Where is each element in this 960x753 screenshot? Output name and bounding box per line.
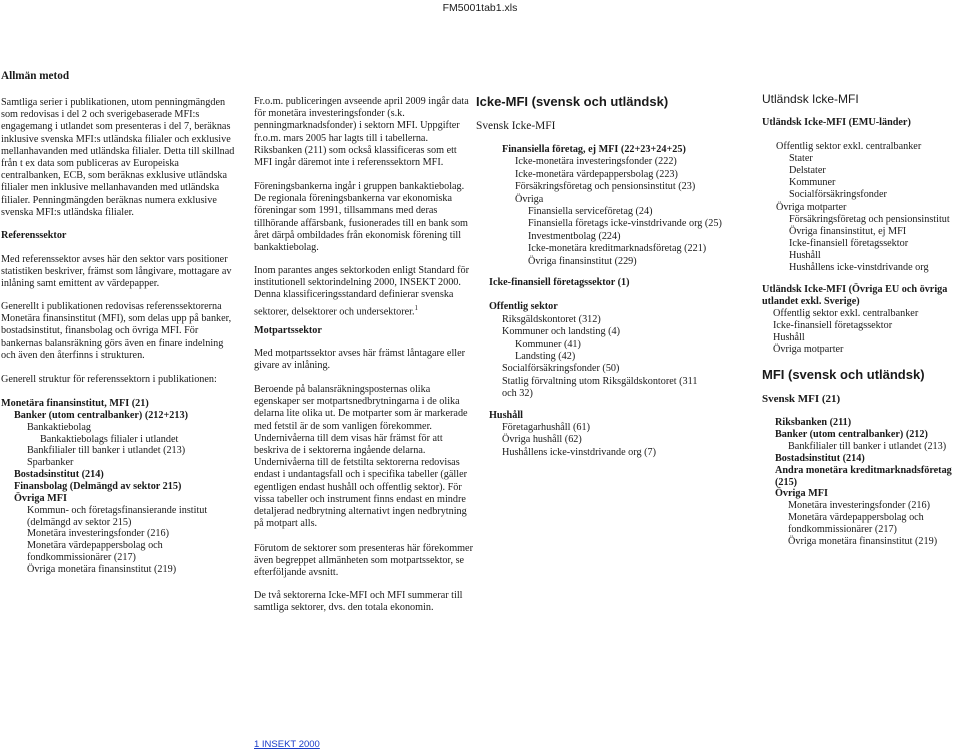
- heading-foreign-non-mfi: Utländsk Icke-MFI: [762, 92, 859, 106]
- list-item: Icke-finansiell företagssektor: [773, 320, 893, 331]
- list-item: Hushållens icke-vinstdrivande org (7): [502, 446, 657, 458]
- ref-paragraph-3: Generell struktur för referenssektorn i publikationen:: [1, 374, 217, 385]
- heading-mfi: MFI (svensk och utländsk): [762, 367, 925, 382]
- allmanheten-paragraph: Förutom de sektorer som presenteras här förekommer även begreppet allmänheten som motpartssektor, se efterföljande avsnitt.: [254, 543, 473, 579]
- list-item: Kommuner och landsting (4): [502, 326, 620, 338]
- non-financial-sector: Icke-finansiell företagssektor (1): [489, 277, 630, 288]
- list-item: Företagarhushåll (61): [502, 422, 590, 433]
- sum-paragraph: De två sektorerna Icke-MFI och MFI summerar till samtliga sektorer, dvs. den totala ekonomin.: [254, 590, 463, 614]
- list-item: Övriga monetära finansinstitut (219): [788, 536, 938, 547]
- list-item: Övriga monetära finansinstitut (219): [27, 563, 177, 575]
- insekt-paragraph: Inom parantes anges sektorkoden enligt Standard för institutionell sektorindelning 2000, INSEKT 2000. Denna klassificeringsstandard definierar svenska sektorer, delsektorer och undersektorer.$^1$: [254, 265, 470, 317]
- footnote-link[interactable]: 1 INSEKT 2000: [254, 739, 320, 750]
- heading-non-mfi: Icke-MFI (svensk och utländsk): [476, 94, 669, 109]
- mfi-paragraph: Fr.o.m. publiceringen avseende april 2009 ingår data för monetära investeringsfonder (s.k. penningmarknadsfonder) i sektorn MFI. Uppgifter fr.o.m. mars 2005 har lagts till i tabellerna. Riksbanken (211) som också klassificeras som ett MFI ingår däremot inte i referenssektorn MFI.: [254, 96, 469, 169]
- list-item: Icke-monetära värdepappersbolag (223): [515, 168, 678, 180]
- counterparty-paragraph: Med motpartssektor avses här främst låntagare eller givare av inlåning.: [254, 348, 466, 372]
- list-item: Monetära investeringsfonder (216): [27, 528, 170, 540]
- balance-paragraph: Beroende på balansräkningsposternas olika egenskaper ser motpartsnedbrytningarna i de olika delarna lite olika ut. De motparter som är markerade med fetstil är de som vanligen förekommer. Undernivåerna till dem visas här främst för att beskriva de i sektorerna ingående delarna. Undernivåerna till de fetstilta sektorerna redovisas endast i undantagsfall och i specifika tabeller (gäller egentligen endast hushåll och offentlig sektor). För vissa tabeller och instrument finns endast en mindre detaljerad nedbrytning alternativt ingen nedbrytning på motpart alls.: [254, 384, 468, 530]
- list-item: Offentlig sektor exkl. centralbanker: [776, 141, 922, 152]
- file-title: FM5001tab1.xls: [442, 2, 518, 14]
- list-item: Övriga MFI: [775, 488, 828, 500]
- list-item: Bostadsinstitut (214): [775, 452, 865, 464]
- list-item: (delmängd av sektor 215): [27, 516, 132, 528]
- subheading-swedish-non-mfi: Svensk Icke-MFI: [476, 120, 556, 132]
- list-item: Kommun- och företagsfinansierande institut: [27, 504, 208, 516]
- list-item: Övriga finansinstitut, ej MFI: [789, 225, 907, 237]
- list-item: Bankfilialer till banker i utlandet (213): [27, 445, 186, 457]
- list-item: Socialförsäkringsfonder (50): [502, 363, 620, 375]
- list-item: Bostadsinstitut (214): [14, 469, 104, 481]
- list-item: Andra monetära kreditmarknadsföretag: [775, 464, 952, 476]
- list-item: fondkommissionärer (217): [27, 552, 136, 564]
- footnote-ref: 1: [414, 303, 419, 312]
- list-item: Investmentbolag (224): [528, 230, 621, 242]
- list-item: Försäkringsföretag och pensionsinstitut (23): [515, 181, 696, 193]
- list-item: Övriga finansinstitut (229): [528, 255, 637, 267]
- list-item: Banker (utom centralbanker) (212+213): [14, 409, 188, 421]
- list-item: (215): [775, 476, 798, 488]
- ref-paragraph-1: Med referenssektor avses här den sektor vars positioner statistiken beskriver, främst som långivare, mottagare av inlåning samt emittent av värdepapper.: [1, 254, 232, 290]
- list-item: Icke-monetära kreditmarknadsföretag (221): [528, 243, 707, 255]
- list-item: Socialförsäkringsfonder: [789, 189, 887, 201]
- list-item: Icke-monetära investeringsfonder (222): [515, 156, 677, 168]
- list-item: Riksgäldskontoret (312): [502, 314, 601, 325]
- list-item: Sparbanker: [27, 457, 74, 469]
- ref-paragraph-2: Generellt i publikationen redovisas referenssektorerna Monetära finansinstitut (MFI), som delas upp på banker, bostadsinstitut, finansbolag och övriga MFI. För bankernas balansräkning görs även en finare indelning och även den återfinns i strukturen.: [1, 301, 232, 361]
- list-item: Riksbanken (211): [775, 417, 852, 428]
- list-item: Hushåll: [789, 249, 821, 261]
- list-item: Övriga hushåll (62): [502, 434, 582, 446]
- list-item: Statlig förvaltning utom Riksgäldskontoret (311: [502, 375, 698, 387]
- list-item: Delstater: [789, 165, 826, 177]
- list-item: Monetära finansinstitut, MFI (21): [1, 398, 149, 409]
- list-item: Övriga MFI: [14, 492, 67, 504]
- list-item: Bankaktiebolag: [27, 421, 91, 433]
- foreningsbank-paragraph: Föreningsbankerna ingår i gruppen bankaktiebolag. De regionala föreningsbankerna var ekonomiska föreningar som 1991, tillsammans med deras tillhörande affärsbank, fusionerades till en bank som året därpå ombildades från ekonomisk förening till bankaktiebolag.: [254, 181, 468, 254]
- list-item: Finansiella företag, ej MFI (22+23+24+25): [502, 144, 686, 155]
- list-item: Bankfilialer till banker i utlandet (213): [788, 440, 947, 452]
- list-item: och 32): [502, 387, 533, 399]
- list-item: Offentlig sektor exkl. centralbanker: [773, 308, 919, 319]
- list-item: Kommuner: [789, 177, 836, 189]
- list-item: Övriga motparter: [773, 344, 844, 355]
- list-item: Hushåll: [773, 332, 805, 343]
- list-item: Monetära värdepappersbolag och: [27, 540, 163, 552]
- heading-general-method: Allmän metod: [1, 70, 70, 82]
- list-item: Landsting (42): [515, 350, 576, 362]
- heading-counterparty-sector: Motpartssektor: [254, 325, 322, 336]
- list-item: Övriga motparter: [776, 201, 847, 213]
- heading-other-eu: Utländsk Icke-MFI (Övriga EU och övriga utlandet exkl. Sverige): [762, 284, 948, 308]
- list-item: Övriga: [515, 193, 544, 205]
- list-item: Bankaktiebolags filialer i utlandet: [40, 433, 179, 445]
- intro-paragraph: Samtliga serier i publikationen, utom penningmängden som redovisas i del 2 och sverigebaserade MFI:s engagemang i utlandet som presenteras i del 7, beräknas inklusive svenska MFI:s utländska filialer och exklusive mellanhavanden med utländska filialer. Detta till skillnad från t ex data som publiceras av Europeiska centralbanken, ECB, som beräknas exklusive utländska filialer men inklusive mellanhavanden med utländska filialer. Penningmängden beräknas numera exklusive svenska MFI:s utländska filialer.: [1, 97, 235, 218]
- heading-households: Hushåll: [489, 410, 523, 421]
- heading-reference-sector: Referenssektor: [1, 230, 67, 241]
- list-item: Icke-finansiell företagssektor: [789, 237, 909, 249]
- list-item: fondkommissionärer (217): [788, 524, 897, 536]
- list-item: Finansiella företags icke-vinstdrivande org (25): [528, 218, 722, 230]
- list-item: Finansiella serviceföretag (24): [528, 206, 653, 217]
- list-item: Banker (utom centralbanker) (212): [775, 428, 928, 440]
- subheading-swedish-mfi: Svensk MFI (21): [762, 393, 841, 405]
- list-item: Stater: [789, 153, 813, 165]
- list-item: Hushållens icke-vinstdrivande org: [789, 262, 929, 273]
- subheading-emu: Utländsk Icke-MFI (EMU-länder): [762, 117, 911, 128]
- list-item: Finansbolag (Delmängd av sektor 215): [14, 480, 182, 492]
- heading-public-sector: Offentlig sektor: [489, 301, 558, 312]
- list-item: Monetära värdepappersbolag och: [788, 512, 924, 524]
- list-item: Kommuner (41): [515, 338, 581, 350]
- list-item: Monetära investeringsfonder (216): [788, 500, 931, 512]
- list-item: Försäkringsföretag och pensionsinstitut: [789, 213, 950, 225]
